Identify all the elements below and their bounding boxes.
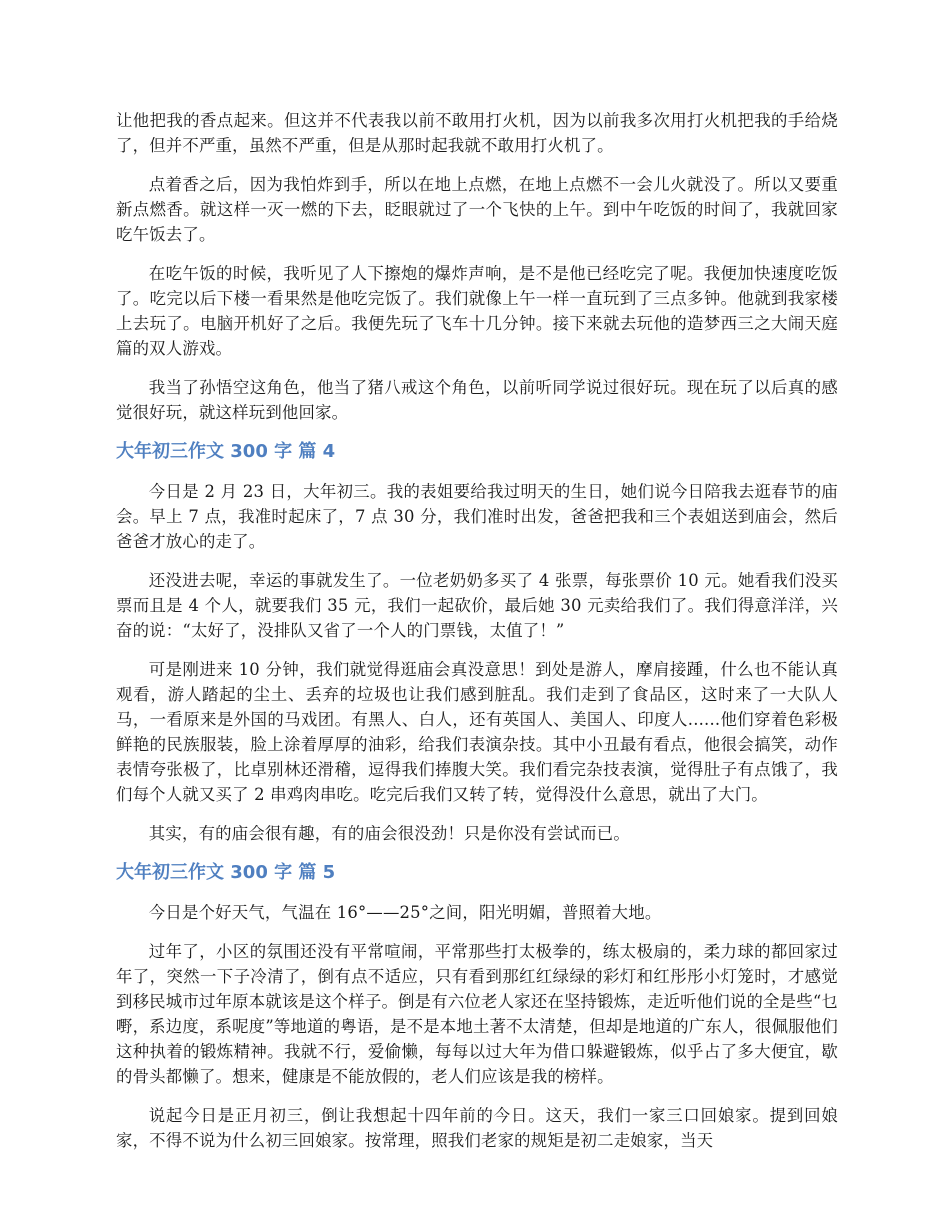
paragraph: 让他把我的香点起来。但这并不代表我以前不敢用打火机，因为以前我多次用打火机把我的手给烧了，但并不严重，虽然不严重，但是从那时起我就不敢用打火机了。 — [116, 111, 838, 155]
paragraph: 在吃午饭的时候，我听见了人下擦炮的爆炸声响，是不是他已经吃完了呢。我便加快速度吃饭了。吃完以后下楼一看果然是他吃完饭了。我们就像上午一样一直玩到了三点多钟。他就到我家楼上去玩了。电脑开机好了之后。我便先玩了飞车十几分钟。接下来就去玩他的造梦西三之大闹天庭篇的双人游戏。 — [116, 264, 838, 358]
section-heading: 大年初三作文 300 字 篇 4 — [116, 441, 336, 462]
paragraph: 可是刚进来 10 分钟，我们就觉得逛庙会真没意思！到处是游人，摩肩接踵，什么也不能认真观看，游人踏起的尘土、丢弃的垃圾也让我们感到脏乱。我们走到了食品区，这时来了一大队人马，一看原来是外国的马戏团。有黑人、白人，还有英国人、美国人、印度人......他们穿着色彩极鲜艳的民族服装，脸上涂着厚厚的油彩，给我们表演杂技。其中小丑最有看点，他很会搞笑，动作表情夸张极了，比卓别林还滑稽，逗得我们捧腹大笑。我们看完杂技表演，觉得肚子有点饿了，我们每个人就又买了 2 串鸡肉串吃。吃完后我们又转了转，觉得没什么意思，就出了大门。 — [116, 660, 838, 804]
paragraph: 点着香之后，因为我怕炸到手，所以在地上点燃，在地上点燃不一会儿火就没了。所以又要重新点燃香。就这样一灭一燃的下去，眨眼就过了一个飞快的上午。到中午吃饭的时间了，我就回家吃午饭去了。 — [116, 175, 838, 244]
paragraph: 说起今日是正月初三，倒让我想起十四年前的今日。这天，我们一家三口回娘家。提到回娘家，不得不说为什么初三回娘家。按常理，照我们老家的规矩是初二走娘家，当天 — [116, 1106, 838, 1150]
paragraph: 过年了，小区的氛围还没有平常喧闹，平常那些打太极拳的，练太极扇的，柔力球的都回家过年了，突然一下子冷清了，倒有点不适应，只有看到那红红绿绿的彩灯和红彤彤小灯笼时，才感觉到移民城市过年原本就该是这个样子。倒是有六位老人家还在坚持锻炼，走近听他们说的全是些“乜嘢，系边度，系呢度”等地道的粤语，是不是本地土著不太清楚，但却是地道的广东人，很佩服他们这种执着的锻炼精神。我就不行，爱偷懒，每每以过大年为借口躲避锻炼，似乎占了多大便宜，歇的骨头都懒了。想来，健康是不能放假的，老人们应该是我的榜样。 — [116, 942, 838, 1086]
paragraph: 今日是 2 月 23 日，大年初三。我的表姐要给我过明天的生日，她们说今日陪我去逛春节的庙会。早上 7 点，我准时起床了，7 点 30 分，我们准时出发，爸爸把我和三个表姐送到庙会，然后爸爸才放心的走了。 — [116, 482, 838, 551]
document-page — [116, 108, 838, 1167]
paragraph: 我当了孙悟空这角色，他当了猪八戒这个角色，以前听同学说过很好玩。现在玩了以后真的感觉很好玩，就这样玩到他回家。 — [116, 378, 838, 422]
paragraph: 还没进去呢，幸运的事就发生了。一位老奶奶多买了 4 张票，每张票价 10 元。她看我们没买票而且是 4 个人，就要我们 35 元，我们一起砍价，最后她 30 元卖给我们了。我们得意洋洋，兴奋的说：“太好了，没排队又省了一个人的门票钱，太值了！” — [116, 571, 838, 640]
paragraph: 其实，有的庙会很有趣，有的庙会很没劲！只是你没有尝试而已。 — [148, 824, 630, 843]
section-heading: 大年初三作文 300 字 篇 5 — [116, 862, 336, 883]
paragraph: 今日是个好天气，气温在 16°——25°之间，阳光明媚，普照着大地。 — [148, 903, 662, 922]
